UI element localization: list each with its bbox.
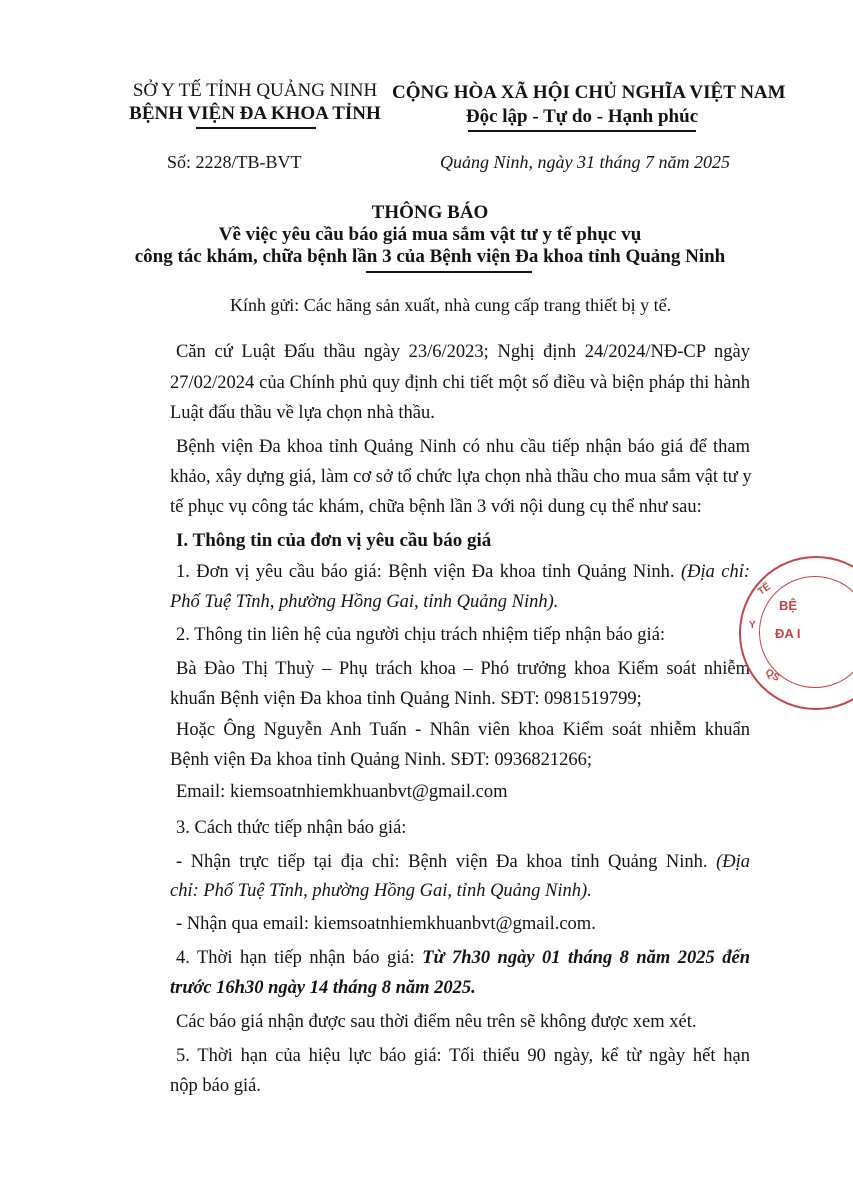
- item3-direct-address-label: (Địa: [716, 852, 750, 872]
- paragraph-purpose-line: Bệnh viện Đa khoa tỉnh Quảng Ninh có nhu cầu tiếp nhận báo giá để tham: [176, 437, 750, 457]
- seal-edge-text: Y: [749, 620, 756, 631]
- contact1-line: khuẩn Bệnh viện Đa khoa tỉnh Quảng Ninh. SĐT: 0981519799;: [170, 689, 642, 709]
- item5-line: 5. Thời hạn của hiệu lực báo giá: Tối thiểu 90 ngày, kể từ ngày hết hạn: [176, 1046, 750, 1066]
- contact1-line: Bà Đào Thị Thuỳ – Phụ trách khoa – Phó trưởng khoa Kiểm soát nhiễm: [176, 659, 750, 679]
- contact-email: Email: kiemsoatnhiemkhuanbvt@gmail.com: [176, 782, 508, 802]
- title-underline: [366, 271, 532, 273]
- item1-text: 1. Đơn vị yêu cầu báo giá: Bệnh viện Đa khoa tỉnh Quảng Ninh.: [176, 562, 675, 582]
- item1-address: Phố Tuệ Tĩnh, phường Hồng Gai, tỉnh Quảng Ninh).: [170, 592, 559, 612]
- item4-period-end: trước 16h30 ngày 14 tháng 8 năm 2025.: [170, 978, 476, 998]
- item4-period-start: Từ 7h30 ngày 01 tháng 8 năm 2025 đến: [422, 948, 750, 968]
- item4-label: 4. Thời hạn tiếp nhận báo giá:: [176, 948, 415, 968]
- section-heading: I. Thông tin của đơn vị yêu cầu báo giá: [176, 530, 492, 551]
- agency-name: SỞ Y TẾ TỈNH QUẢNG NINH: [132, 80, 378, 101]
- official-seal: [739, 556, 853, 710]
- seal-text: ĐA I: [775, 626, 801, 641]
- item2-heading: 2. Thông tin liên hệ của người chịu trách nhiệm tiếp nhận báo giá:: [176, 625, 666, 645]
- document-title: THÔNG BÁO: [371, 202, 489, 223]
- item3-direct-line: [176, 852, 750, 873]
- late-submission-note: Các báo giá nhận được sau thời điểm nêu trên sẽ không được xem xét.: [176, 1012, 697, 1032]
- motto-underline: [468, 130, 696, 132]
- recipient-line: Kính gửi: Các hãng sản xuất, nhà cung cấp trang thiết bị y tế.: [230, 295, 672, 315]
- item5-line: nộp báo giá.: [170, 1076, 261, 1096]
- item4-line: [176, 948, 750, 969]
- document-subtitle-line1: Về việc yêu cầu báo giá mua sắm vật tư y tế phục vụ: [218, 224, 642, 245]
- place-and-date: Quảng Ninh, ngày 31 tháng 7 năm 2025: [440, 152, 730, 172]
- item3-direct-address: chỉ: Phố Tuệ Tĩnh, phường Hồng Gai, tỉnh Quảng Ninh).: [170, 881, 592, 901]
- contact2-line: Hoặc Ông Nguyễn Anh Tuấn - Nhân viên khoa Kiểm soát nhiễm khuẩn: [176, 720, 750, 740]
- item3-direct-text: - Nhận trực tiếp tại địa chỉ: Bệnh viện Đa khoa tỉnh Quảng Ninh.: [176, 852, 708, 872]
- item1-address-label: (Địa chỉ:: [680, 562, 751, 582]
- item1-line: [176, 562, 750, 583]
- seal-text: BỆ: [779, 598, 798, 613]
- document-number: Số: 2228/TB-BVT: [167, 152, 302, 172]
- paragraph-legal-basis-line: Căn cứ Luật Đấu thầu ngày 23/6/2023; Nghị định 24/2024/NĐ-CP ngày: [176, 342, 750, 362]
- paragraph-legal-basis-line: 27/02/2024 của Chính phủ quy định chi tiết một số điều và biện pháp thi hành: [170, 373, 750, 393]
- seal-edge-text: TẾ: [756, 581, 773, 598]
- item3-email-line: - Nhận qua email: kiemsoatnhiemkhuanbvt@gmail.com.: [176, 914, 596, 934]
- document-subtitle-line2: công tác khám, chữa bệnh lần 3 của Bệnh viện Đa khoa tỉnh Quảng Ninh: [134, 246, 726, 267]
- paragraph-purpose-line: tế phục vụ công tác khám, chữa bệnh lần 3 với nội dung cụ thể như sau:: [170, 497, 702, 517]
- paragraph-purpose-line: khảo, xây dựng giá, làm cơ sở tổ chức lựa chọn nhà thầu cho mua sắm vật tư y: [170, 467, 752, 487]
- paragraph-legal-basis-line: Luật đấu thầu về lựa chọn nhà thầu.: [170, 403, 435, 423]
- contact2-line: Bệnh viện Đa khoa tỉnh Quảng Ninh. SĐT: 0936821266;: [170, 750, 592, 770]
- hospital-underline: [196, 127, 316, 129]
- item3-heading: 3. Cách thức tiếp nhận báo giá:: [176, 818, 407, 838]
- republic-name: CỘNG HÒA XÃ HỘI CHỦ NGHĨA VIỆT NAM: [392, 82, 786, 103]
- hospital-name: BỆNH VIỆN ĐA KHOA TỈNH: [129, 103, 381, 124]
- national-motto: Độc lập - Tự do - Hạnh phúc: [465, 106, 699, 127]
- seal-edge-text: QS: [763, 667, 782, 684]
